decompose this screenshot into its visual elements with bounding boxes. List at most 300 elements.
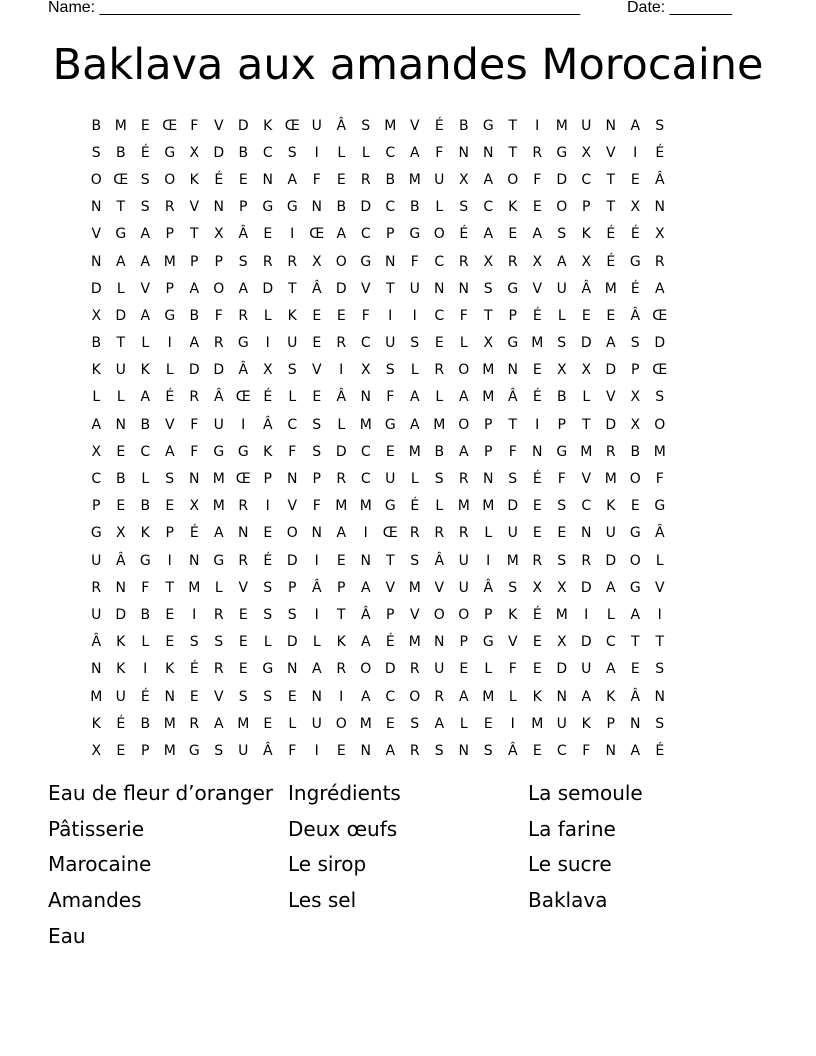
grid-letter: E [385, 443, 395, 460]
grid-letter: F [459, 307, 468, 324]
grid-letter: T [287, 280, 297, 297]
grid-letter: A [287, 171, 298, 188]
grid-letter: S [655, 389, 665, 406]
grid-letter: N [360, 742, 371, 759]
grid-letter: U [434, 661, 445, 678]
grid-letter: E [312, 335, 322, 352]
grid-letter: K [165, 661, 175, 678]
grid-letter: S [263, 606, 273, 623]
grid-letter: E [116, 742, 126, 759]
grid-letter: Â [630, 307, 641, 324]
grid-letter: É [189, 525, 199, 542]
grid-letter: U [581, 117, 592, 134]
grid-letter: G [139, 552, 151, 569]
grid-letter: K [91, 362, 101, 379]
grid-letter: N [360, 389, 371, 406]
grid-letter: F [533, 171, 542, 188]
grid-letter: A [605, 335, 616, 352]
grid-letter: A [458, 389, 469, 406]
grid-letter: A [483, 171, 494, 188]
grid-letter: G [482, 117, 494, 134]
grid-letter: L [141, 471, 150, 488]
grid-letter: K [263, 443, 273, 460]
grid-letter: F [214, 307, 223, 324]
grid-letter: N [164, 688, 175, 705]
grid-letter: É [532, 471, 542, 488]
grid-letter: A [336, 226, 347, 243]
grid-letter: C [360, 335, 371, 352]
grid-letter: Â [630, 688, 641, 705]
grid-letter: S [312, 416, 322, 433]
grid-letter: N [115, 579, 126, 596]
grid-letter: R [287, 253, 298, 270]
grid-letter: I [314, 742, 319, 759]
grid-letter: V [213, 117, 224, 134]
grid-letter: P [288, 579, 297, 596]
grid-letter: Â [336, 117, 347, 134]
grid-letter: M [580, 443, 593, 460]
grid-letter: M [335, 498, 348, 515]
grid-letter: S [287, 606, 297, 623]
grid-row [84, 248, 732, 275]
grid-letter: N [605, 117, 616, 134]
grid-letter: G [654, 498, 666, 515]
grid-letter: T [606, 199, 616, 216]
grid-letter: S [410, 335, 420, 352]
grid-letter: S [140, 199, 150, 216]
grid-letter: L [459, 715, 468, 732]
grid-letter: E [459, 661, 469, 678]
grid-letter: K [606, 498, 616, 515]
grid-letter: G [262, 199, 274, 216]
grid-row [84, 710, 732, 737]
grid-row [84, 601, 732, 628]
grid-letter: N [115, 416, 126, 433]
grid-letter: Œ [284, 117, 300, 134]
grid-letter: Œ [113, 171, 129, 188]
grid-letter: P [239, 199, 248, 216]
grid-letter: N [238, 525, 249, 542]
grid-letter: T [630, 634, 640, 651]
grid-letter: N [91, 253, 102, 270]
grid-letter: X [213, 226, 224, 243]
grid-letter: U [556, 715, 567, 732]
grid-letter: A [434, 715, 445, 732]
grid-letter: V [532, 280, 543, 297]
grid-letter: É [655, 144, 665, 161]
grid-letter: L [92, 389, 101, 406]
grid-letter: M [555, 606, 568, 623]
grid-letter: E [165, 498, 175, 515]
grid-letter: G [164, 144, 176, 161]
grid-letter: E [483, 715, 493, 732]
grid-letter: P [165, 226, 174, 243]
grid-letter: I [143, 661, 148, 678]
grid-letter: K [336, 634, 346, 651]
grid-letter: O [507, 171, 519, 188]
grid-letter: C [360, 226, 371, 243]
grid-letter: A [213, 715, 224, 732]
grid-letter: A [189, 335, 200, 352]
grid-letter: X [630, 199, 641, 216]
grid-letter: M [482, 362, 495, 379]
grid-letter: E [532, 742, 542, 759]
grid-letter: R [360, 171, 371, 188]
grid-letter: S [557, 335, 567, 352]
grid-letter: T [116, 199, 126, 216]
word-list-item: Eau [48, 923, 86, 948]
grid-row [84, 547, 732, 574]
grid-letter: P [484, 443, 493, 460]
grid-letter: X [630, 416, 641, 433]
grid-letter: N [458, 280, 469, 297]
grid-letter: D [384, 661, 396, 678]
date-field[interactable]: Date: _______ [627, 0, 732, 16]
grid-letter: G [90, 525, 102, 542]
grid-letter: M [188, 579, 201, 596]
grid-letter: N [654, 688, 665, 705]
grid-letter: A [91, 416, 102, 433]
grid-letter: O [556, 199, 568, 216]
grid-letter: G [409, 226, 421, 243]
grid-letter: O [90, 171, 102, 188]
grid-letter: A [189, 280, 200, 297]
grid-letter: F [312, 498, 321, 515]
grid-letter: C [262, 144, 273, 161]
grid-letter: E [336, 742, 346, 759]
grid-letter: M [482, 389, 495, 406]
grid-letter: A [213, 525, 224, 542]
grid-letter: U [507, 525, 518, 542]
grid-letter: M [237, 715, 250, 732]
grid-letter: Œ [235, 471, 251, 488]
grid-letter: B [458, 117, 469, 134]
grid-letter: R [238, 498, 249, 515]
grid-letter: M [359, 416, 372, 433]
grid-letter: S [410, 715, 420, 732]
grid-letter: Â [262, 742, 273, 759]
grid-letter: O [458, 362, 470, 379]
grid-letter: T [385, 280, 395, 297]
grid-letter: L [361, 144, 370, 161]
grid-letter: S [655, 715, 665, 732]
grid-letter: A [483, 226, 494, 243]
grid-letter: I [535, 117, 540, 134]
grid-letter: B [140, 416, 151, 433]
grid-letter: I [265, 498, 270, 515]
grid-letter: V [164, 416, 175, 433]
grid-letter: G [188, 742, 200, 759]
grid-row [84, 737, 732, 764]
word-list-item: Deux œufs [288, 816, 398, 841]
grid-letter: U [458, 579, 469, 596]
grid-letter: M [163, 253, 176, 270]
grid-letter: N [458, 144, 469, 161]
grid-letter: I [314, 144, 319, 161]
grid-letter: I [633, 144, 638, 161]
grid-letter: D [115, 307, 127, 324]
grid-letter: L [165, 362, 174, 379]
grid-letter: L [337, 416, 346, 433]
grid-letter: A [115, 253, 126, 270]
grid-letter: S [655, 661, 665, 678]
grid-letter: Â [311, 280, 322, 297]
grid-letter: R [238, 307, 249, 324]
grid-letter: E [238, 606, 248, 623]
grid-letter: L [214, 579, 223, 596]
grid-letter: G [213, 443, 225, 460]
grid-letter: R [458, 471, 469, 488]
grid-letter: X [532, 253, 543, 270]
grid-letter: X [311, 253, 322, 270]
grid-letter: Â [483, 579, 494, 596]
grid-letter: K [116, 634, 126, 651]
grid-letter: K [287, 307, 297, 324]
grid-letter: X [556, 634, 567, 651]
grid-letter: K [189, 171, 199, 188]
grid-letter: A [238, 280, 249, 297]
grid-letter: A [164, 443, 175, 460]
grid-letter: U [115, 362, 126, 379]
grid-letter: T [336, 606, 346, 623]
grid-letter: X [360, 362, 371, 379]
grid-letter: I [388, 307, 393, 324]
grid-letter: X [189, 144, 200, 161]
grid-letter: X [262, 362, 273, 379]
grid-letter: S [238, 688, 248, 705]
grid-letter: O [335, 253, 347, 270]
grid-letter: G [384, 498, 396, 515]
grid-letter: R [654, 253, 665, 270]
grid-letter: L [337, 144, 346, 161]
grid-letter: G [629, 253, 641, 270]
grid-letter: D [605, 362, 617, 379]
grid-letter: C [385, 144, 396, 161]
grid-letter: R [409, 661, 420, 678]
grid-letter: V [213, 688, 224, 705]
grid-letter: A [409, 144, 420, 161]
grid-letter: A [532, 226, 543, 243]
grid-letter: É [532, 389, 542, 406]
grid-letter: E [263, 525, 273, 542]
grid-letter: D [507, 498, 519, 515]
grid-letter: N [91, 661, 102, 678]
grid-letter: A [360, 688, 371, 705]
grid-letter: L [312, 634, 321, 651]
grid-letter: L [459, 335, 468, 352]
grid-letter: C [581, 498, 592, 515]
grid-letter: É [410, 498, 420, 515]
grid-letter: F [557, 471, 566, 488]
grid-letter: E [165, 634, 175, 651]
grid-letter: R [581, 552, 592, 569]
grid-letter: S [214, 742, 224, 759]
grid-letter: L [141, 335, 150, 352]
grid-letter: C [581, 171, 592, 188]
grid-letter: V [654, 579, 665, 596]
grid-letter: E [336, 552, 346, 569]
grid-letter: M [90, 688, 103, 705]
grid-letter: P [557, 416, 566, 433]
grid-letter: D [213, 362, 225, 379]
grid-letter: V [409, 606, 420, 623]
grid-letter: E [557, 525, 567, 542]
grid-letter: R [336, 661, 347, 678]
grid-letter: S [238, 253, 248, 270]
grid-letter: A [409, 389, 420, 406]
grid-letter: D [654, 335, 666, 352]
grid-letter: O [458, 416, 470, 433]
grid-letter: R [409, 525, 420, 542]
grid-letter: L [435, 389, 444, 406]
grid-letter: R [336, 471, 347, 488]
grid-letter: U [581, 661, 592, 678]
grid-row [84, 493, 732, 520]
grid-letter: I [192, 606, 197, 623]
grid-letter: A [458, 688, 469, 705]
grid-letter: D [580, 579, 592, 596]
grid-letter: Â [507, 742, 518, 759]
grid-row [84, 411, 732, 438]
grid-letter: B [140, 606, 151, 623]
name-field[interactable]: Name: ______________________________________________________ [48, 0, 581, 16]
grid-letter: E [263, 226, 273, 243]
word-list-item: La semoule [528, 781, 643, 805]
grid-letter: N [385, 253, 396, 270]
grid-letter: M [114, 117, 127, 134]
grid-letter: G [262, 661, 274, 678]
grid-letter: P [459, 634, 468, 651]
grid-letter: D [213, 144, 225, 161]
grid-letter: É [459, 226, 469, 243]
grid-letter: C [385, 199, 396, 216]
grid-letter: F [508, 443, 517, 460]
grid-letter: U [115, 688, 126, 705]
grid-letter: E [336, 171, 346, 188]
grid-letter: U [311, 715, 322, 732]
grid-letter: I [510, 715, 515, 732]
grid-letter: N [360, 552, 371, 569]
grid-letter: N [483, 144, 494, 161]
grid-letter: A [140, 389, 151, 406]
grid-letter: B [115, 144, 126, 161]
grid-letter: R [262, 253, 273, 270]
grid-letter: R [238, 552, 249, 569]
grid-letter: M [604, 471, 617, 488]
grid-letter: E [532, 362, 542, 379]
grid-letter: P [508, 307, 517, 324]
grid-letter: G [629, 579, 641, 596]
grid-letter: P [386, 226, 395, 243]
grid-letter: L [655, 552, 664, 569]
grid-letter: N [532, 443, 543, 460]
grid-letter: U [605, 525, 616, 542]
grid-letter: T [189, 226, 199, 243]
grid-letter: P [386, 606, 395, 623]
grid-letter: S [287, 144, 297, 161]
grid-row [84, 139, 732, 166]
grid-letter: É [630, 226, 640, 243]
word-list-item: Les sel [288, 888, 357, 913]
grid-letter: R [213, 606, 224, 623]
grid-letter: I [339, 362, 344, 379]
grid-letter: A [605, 661, 616, 678]
grid-letter: N [311, 525, 322, 542]
grid-letter: A [630, 117, 641, 134]
grid-letter: Â [238, 362, 249, 379]
grid-letter: P [606, 715, 615, 732]
grid-letter: X [91, 742, 102, 759]
grid-letter: S [434, 742, 444, 759]
grid-letter: B [140, 498, 151, 515]
grid-letter: A [581, 688, 592, 705]
grid-letter: T [508, 117, 518, 134]
grid-letter: A [336, 525, 347, 542]
grid-letter: D [286, 634, 298, 651]
grid-letter: A [140, 253, 151, 270]
grid-letter: B [556, 389, 567, 406]
grid-letter: V [238, 579, 249, 596]
grid-letter: M [384, 117, 397, 134]
grid-letter: U [91, 606, 102, 623]
grid-letter: P [214, 253, 223, 270]
grid-letter: N [311, 199, 322, 216]
grid-letter: L [116, 389, 125, 406]
grid-letter: Œ [235, 389, 251, 406]
grid-letter: S [91, 144, 101, 161]
grid-letter: R [189, 715, 200, 732]
grid-letter: A [311, 661, 322, 678]
grid-letter: Â [654, 525, 665, 542]
grid-letter: E [336, 307, 346, 324]
grid-letter: S [214, 634, 224, 651]
grid-letter: D [262, 280, 274, 297]
grid-letter: G [164, 307, 176, 324]
grid-letter: S [312, 443, 322, 460]
grid-letter: E [140, 117, 150, 134]
grid-letter: E [532, 525, 542, 542]
grid-letter: K [140, 525, 150, 542]
grid-letter: F [190, 117, 199, 134]
grid-letter: M [653, 443, 666, 460]
grid-letter: V [605, 389, 616, 406]
grid-letter: U [238, 742, 249, 759]
grid-letter: É [263, 552, 273, 569]
grid-letter: L [435, 199, 444, 216]
grid-letter: V [287, 498, 298, 515]
grid-letter: B [189, 307, 200, 324]
grid-letter: M [555, 117, 568, 134]
grid-letter: I [290, 226, 295, 243]
word-list-item: Eau de fleur d’oranger [48, 781, 274, 805]
page-title: Baklava aux amandes Morocaine [52, 40, 764, 90]
grid-letter: D [335, 280, 347, 297]
grid-letter: M [482, 688, 495, 705]
grid-letter: U [91, 552, 102, 569]
grid-letter: S [557, 498, 567, 515]
grid-row [84, 357, 732, 384]
grid-letter: L [508, 688, 517, 705]
grid-letter: N [91, 199, 102, 216]
grid-letter: B [409, 199, 420, 216]
grid-letter: E [581, 307, 591, 324]
grid-letter: L [410, 362, 419, 379]
grid-letter: Œ [309, 226, 325, 243]
grid-letter: M [163, 742, 176, 759]
grid-letter: R [91, 579, 102, 596]
grid-letter: Œ [652, 362, 668, 379]
grid-letter: É [606, 226, 616, 243]
